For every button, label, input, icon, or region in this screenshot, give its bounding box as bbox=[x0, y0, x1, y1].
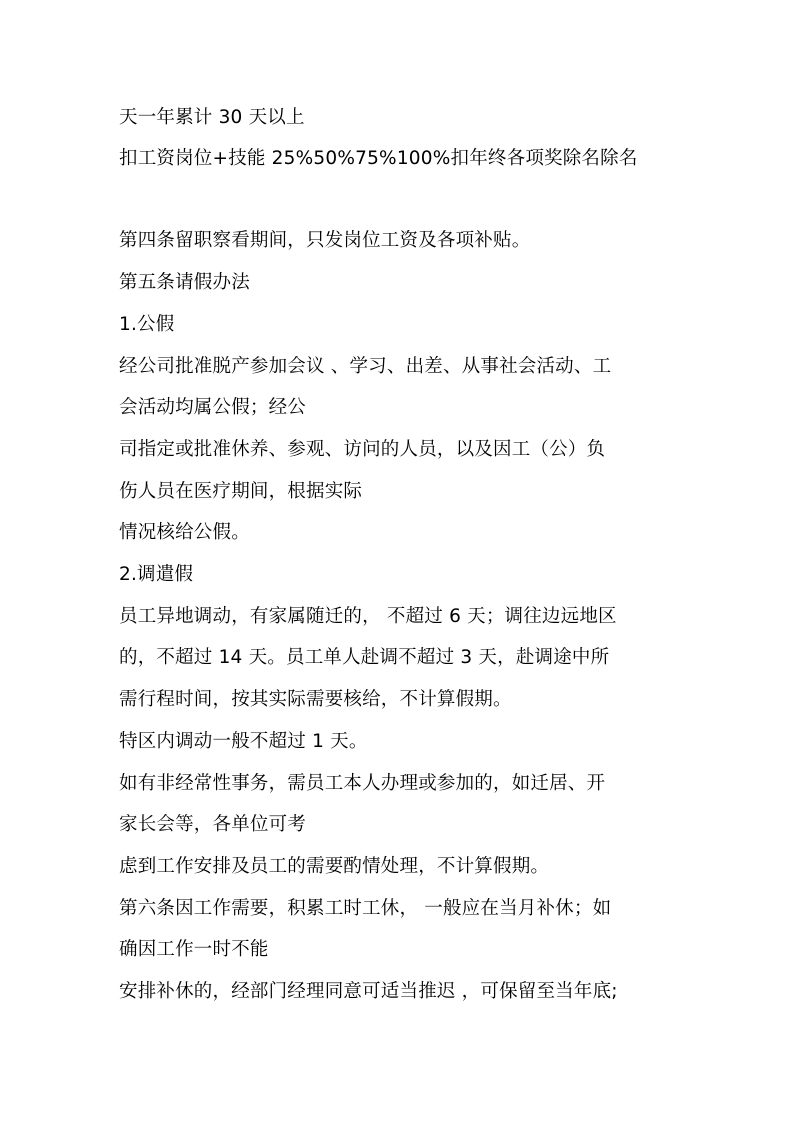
text-line-10: 情况核给公假。 bbox=[119, 522, 250, 543]
text-line-13: 的，不超过 14 天。员工单人赴调不超过 3 天，赴调途中所 bbox=[119, 647, 610, 668]
text-line-17: 家长会等，各单位可考 bbox=[119, 814, 307, 835]
text-line-5: 1.公假 bbox=[119, 314, 175, 335]
text-line-4: 第五条请假办法 bbox=[119, 272, 250, 293]
text-line-9: 伤人员在医疗期间，根据实际 bbox=[119, 481, 363, 502]
text-line-8: 司指定或批准休养、参观、访问的人员，以及因工（公）负 bbox=[119, 439, 606, 460]
text-line-7: 会活动均属公假；经公 bbox=[119, 397, 307, 418]
text-line-2: 扣工资岗位+技能 25%50%75%100%扣年终各项奖除名除名 bbox=[119, 148, 638, 169]
text-line-16: 如有非经常性事务，需员工本人办理或参加的，如迁居、开 bbox=[119, 773, 606, 794]
text-line-18: 虑到工作安排及员工的需要酌情处理，不计算假期。 bbox=[119, 856, 550, 877]
text-line-15: 特区内调动一般不超过 1 天。 bbox=[119, 731, 368, 752]
text-line-6: 经公司批准脱产参加会议 、学习、出差、从事社会活动、工 bbox=[119, 356, 612, 377]
text-line-12: 员工异地调动，有家属随迁的， 不超过 6 天；调往边远地区 bbox=[119, 606, 617, 627]
text-line-19: 第六条因工作需要，积累工时工休， 一般应在当月补休；如 bbox=[119, 898, 612, 919]
text-line-3: 第四条留职察看期间，只发岗位工资及各项补贴。 bbox=[119, 230, 531, 251]
text-line-1: 天一年累计 30 天以上 bbox=[119, 107, 305, 128]
text-line-21: 安排补休的，经部门经理同意可适当推迟 ，可保留至当年底; bbox=[119, 981, 618, 1002]
text-line-14: 需行程时间，按其实际需要核给，不计算假期。 bbox=[119, 689, 512, 710]
text-line-11: 2.调遣假 bbox=[119, 564, 194, 585]
text-line-20: 确因工作一时不能 bbox=[119, 939, 269, 960]
